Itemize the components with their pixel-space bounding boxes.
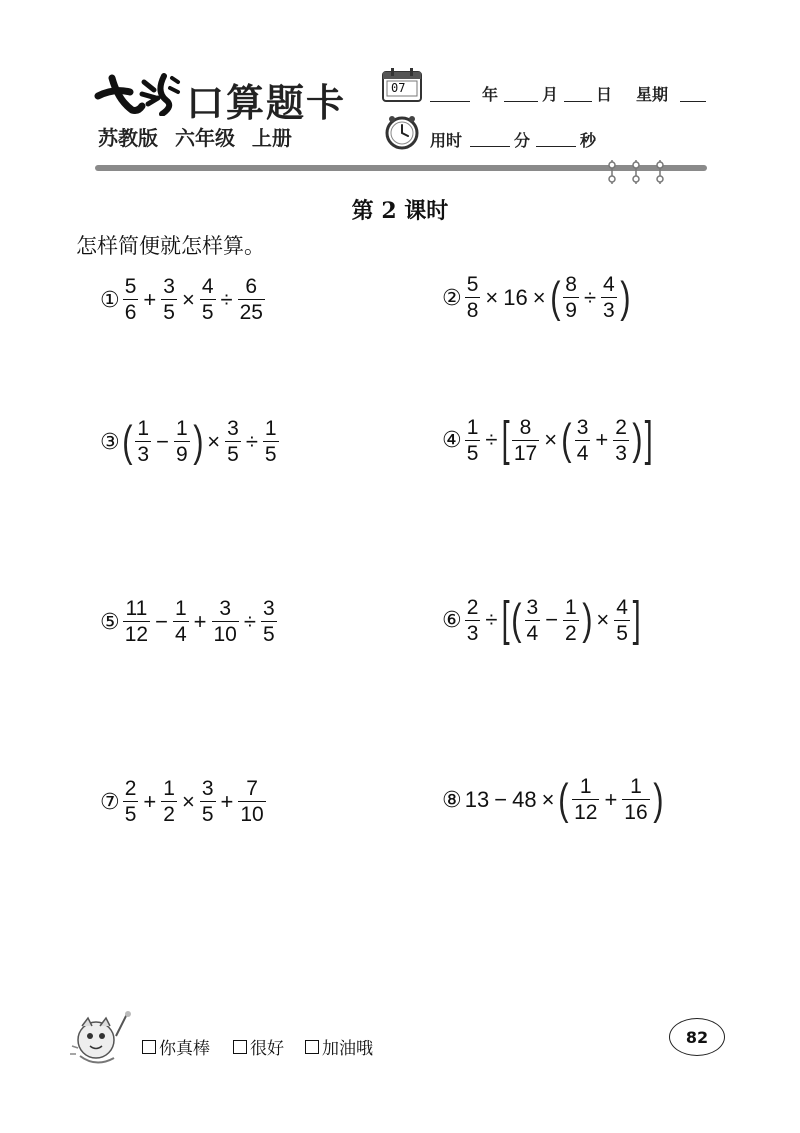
left-bracket: [ xyxy=(501,593,510,646)
fraction xyxy=(563,274,579,321)
numerator: 3 xyxy=(262,597,275,620)
denominator: 2 xyxy=(565,621,577,645)
operator: + xyxy=(143,286,157,312)
minutes-blank[interactable] xyxy=(470,146,510,147)
bead-decoration xyxy=(600,160,672,184)
right-paren: ) xyxy=(652,774,664,824)
rating-label: 你真棒 xyxy=(159,1039,210,1059)
problem-7 xyxy=(100,778,268,825)
left-paren: ( xyxy=(558,774,569,824)
denominator: 5 xyxy=(264,443,277,466)
numerator: 2 xyxy=(466,595,479,619)
numerator: 1 xyxy=(137,417,150,440)
fraction xyxy=(238,276,265,323)
fraction xyxy=(173,598,189,645)
numerator: 3 xyxy=(219,597,232,620)
weekday-blank[interactable] xyxy=(680,101,706,102)
operator: + xyxy=(143,788,157,814)
operator: ÷ xyxy=(485,607,498,632)
problem-number: ② xyxy=(442,284,462,310)
numerator: 1 xyxy=(630,775,642,798)
right-paren: ) xyxy=(619,272,631,322)
operator: ÷ xyxy=(243,608,256,634)
left-paren: ( xyxy=(511,595,522,644)
operator: × xyxy=(181,788,195,814)
problem-number: ④ xyxy=(442,427,462,452)
rating-option-1[interactable] xyxy=(142,1034,210,1059)
denominator: 8 xyxy=(466,299,479,322)
year-blank[interactable] xyxy=(430,101,470,102)
denominator: 16 xyxy=(624,801,648,824)
day-label: 日 xyxy=(596,85,613,104)
fraction xyxy=(161,778,177,825)
fraction xyxy=(575,417,591,464)
integer: 13 xyxy=(464,786,490,812)
numerator: 2 xyxy=(124,777,137,800)
numerator: 1 xyxy=(466,415,479,439)
denominator: 3 xyxy=(137,443,150,466)
denominator: 3 xyxy=(603,299,615,322)
problem-number: ③ xyxy=(100,428,120,454)
rating-option-3[interactable] xyxy=(305,1034,373,1059)
fraction xyxy=(238,778,265,825)
operator: + xyxy=(604,786,618,812)
checkbox[interactable] xyxy=(142,1040,156,1054)
mascot-icon xyxy=(68,1006,136,1072)
fraction xyxy=(613,417,629,464)
month-label: 月 xyxy=(542,85,559,104)
fraction xyxy=(563,597,579,644)
month-blank[interactable] xyxy=(504,101,538,102)
fraction xyxy=(123,598,150,645)
numerator: 3 xyxy=(576,415,589,439)
operator: × xyxy=(596,607,610,632)
operator: ÷ xyxy=(245,428,258,454)
lesson-title: 第 2 课时 xyxy=(351,198,449,224)
operator: × xyxy=(532,284,546,310)
operator: − xyxy=(156,428,169,454)
right-bracket: ] xyxy=(644,413,653,466)
numerator: 1 xyxy=(264,417,277,440)
calendar-icon xyxy=(382,68,422,102)
fraction xyxy=(525,597,541,644)
operator: − xyxy=(494,786,508,812)
left-paren: ( xyxy=(549,272,561,322)
integer: 48 xyxy=(512,786,537,812)
numerator: 3 xyxy=(163,275,175,298)
problem-number: ① xyxy=(100,286,120,312)
denominator: 9 xyxy=(565,299,577,322)
right-bracket: ] xyxy=(632,593,641,646)
denominator: 3 xyxy=(615,441,627,465)
denominator: 12 xyxy=(124,623,149,646)
day-blank[interactable] xyxy=(564,101,592,102)
fraction xyxy=(601,274,617,321)
fraction xyxy=(261,598,277,645)
fraction xyxy=(465,274,481,321)
operator: ÷ xyxy=(485,427,498,452)
operator: ÷ xyxy=(583,284,597,310)
integer: 16 xyxy=(503,284,528,310)
numerator: 1 xyxy=(175,417,188,440)
numerator: 1 xyxy=(163,777,175,800)
seconds-blank[interactable] xyxy=(536,146,576,147)
instruction: 怎样简便就怎样算。 xyxy=(76,234,265,258)
left-bracket: [ xyxy=(501,413,510,466)
denominator: 9 xyxy=(175,443,188,466)
edition-label: 苏教版 六年级 上册 xyxy=(98,126,292,150)
problem-number: ⑧ xyxy=(442,786,462,812)
page-number: 82 xyxy=(669,1018,725,1056)
numerator: 5 xyxy=(124,275,137,298)
fraction xyxy=(212,598,239,645)
fraction xyxy=(123,778,139,825)
denominator: 4 xyxy=(174,623,187,646)
operator: + xyxy=(193,608,207,634)
fraction xyxy=(174,418,190,465)
denominator: 5 xyxy=(201,301,214,324)
numerator: 1 xyxy=(579,775,592,798)
brand-logo xyxy=(92,70,182,116)
rating-option-2[interactable] xyxy=(233,1034,284,1059)
denominator: 12 xyxy=(574,801,598,824)
numerator: 4 xyxy=(603,273,615,296)
problem-8 xyxy=(442,776,664,823)
minutes-label: 分 xyxy=(514,131,531,150)
numerator: 4 xyxy=(616,595,628,619)
operator: + xyxy=(220,788,234,814)
year-label: 年 xyxy=(482,85,499,104)
calendar-day: 07 xyxy=(391,81,406,95)
numerator: 3 xyxy=(526,595,539,619)
denominator: 6 xyxy=(124,301,137,324)
fraction xyxy=(465,597,481,644)
fraction xyxy=(465,417,481,464)
brand-title: 口算题卡 xyxy=(186,81,347,125)
numerator: 7 xyxy=(246,777,258,800)
operator: + xyxy=(595,427,609,452)
operator: − xyxy=(545,607,559,632)
operator: × xyxy=(207,428,221,454)
left-paren: ( xyxy=(121,416,133,466)
problem-number: ⑤ xyxy=(100,608,120,634)
numerator: 3 xyxy=(227,417,239,440)
fraction xyxy=(123,276,139,323)
denominator: 5 xyxy=(616,621,628,645)
fraction xyxy=(622,776,649,823)
denominator: 5 xyxy=(466,441,479,465)
weekday-label: 星期 xyxy=(636,85,669,104)
denominator: 5 xyxy=(227,443,239,466)
problem-5 xyxy=(100,598,279,645)
operator: × xyxy=(181,286,195,312)
fraction xyxy=(572,776,599,823)
fraction xyxy=(263,418,279,465)
problem-6 xyxy=(442,593,641,646)
denominator: 17 xyxy=(513,441,538,465)
numerator: 11 xyxy=(125,597,148,620)
right-paren: ) xyxy=(581,595,593,644)
denominator: 10 xyxy=(213,623,237,646)
numerator: 6 xyxy=(245,275,258,298)
operator: − xyxy=(155,608,168,634)
problem-4 xyxy=(442,413,653,466)
denominator: 25 xyxy=(239,301,263,324)
problem-number: ⑥ xyxy=(442,607,462,632)
problem-1 xyxy=(100,276,267,323)
fraction xyxy=(200,276,216,323)
numerator: 4 xyxy=(201,275,214,298)
problem-3 xyxy=(100,418,281,465)
fraction xyxy=(614,597,630,644)
fraction xyxy=(512,417,539,464)
operator: × xyxy=(485,284,499,310)
seconds-label: 秒 xyxy=(580,131,597,150)
numerator: 1 xyxy=(174,597,187,620)
numerator: 8 xyxy=(565,273,577,296)
operator: × xyxy=(541,786,555,812)
denominator: 5 xyxy=(262,623,275,646)
denominator: 2 xyxy=(163,803,175,826)
denominator: 4 xyxy=(576,441,589,465)
clock-icon xyxy=(384,114,420,150)
numerator: 8 xyxy=(519,415,532,439)
numerator: 3 xyxy=(201,777,214,800)
checkbox[interactable] xyxy=(305,1040,319,1054)
operator: × xyxy=(544,427,558,452)
denominator: 10 xyxy=(240,803,264,826)
rating-label: 加油哦 xyxy=(322,1039,373,1059)
problem-number: ⑦ xyxy=(100,788,120,814)
operator: ÷ xyxy=(220,286,233,312)
time-used-label: 用时 xyxy=(430,131,463,150)
numerator: 1 xyxy=(565,595,577,619)
checkbox[interactable] xyxy=(233,1040,247,1054)
left-paren: ( xyxy=(561,415,572,464)
right-paren: ) xyxy=(632,415,643,464)
fraction xyxy=(135,418,151,465)
fraction xyxy=(161,276,177,323)
rating-label: 很好 xyxy=(250,1039,284,1059)
fraction xyxy=(225,418,241,465)
denominator: 5 xyxy=(163,301,175,324)
right-paren: ) xyxy=(192,416,204,466)
denominator: 4 xyxy=(526,621,539,645)
denominator: 3 xyxy=(466,621,479,645)
numerator: 5 xyxy=(466,273,479,296)
denominator: 5 xyxy=(201,803,214,826)
problem-2 xyxy=(442,274,631,321)
fraction xyxy=(200,778,216,825)
denominator: 5 xyxy=(124,803,137,826)
numerator: 2 xyxy=(615,415,627,439)
